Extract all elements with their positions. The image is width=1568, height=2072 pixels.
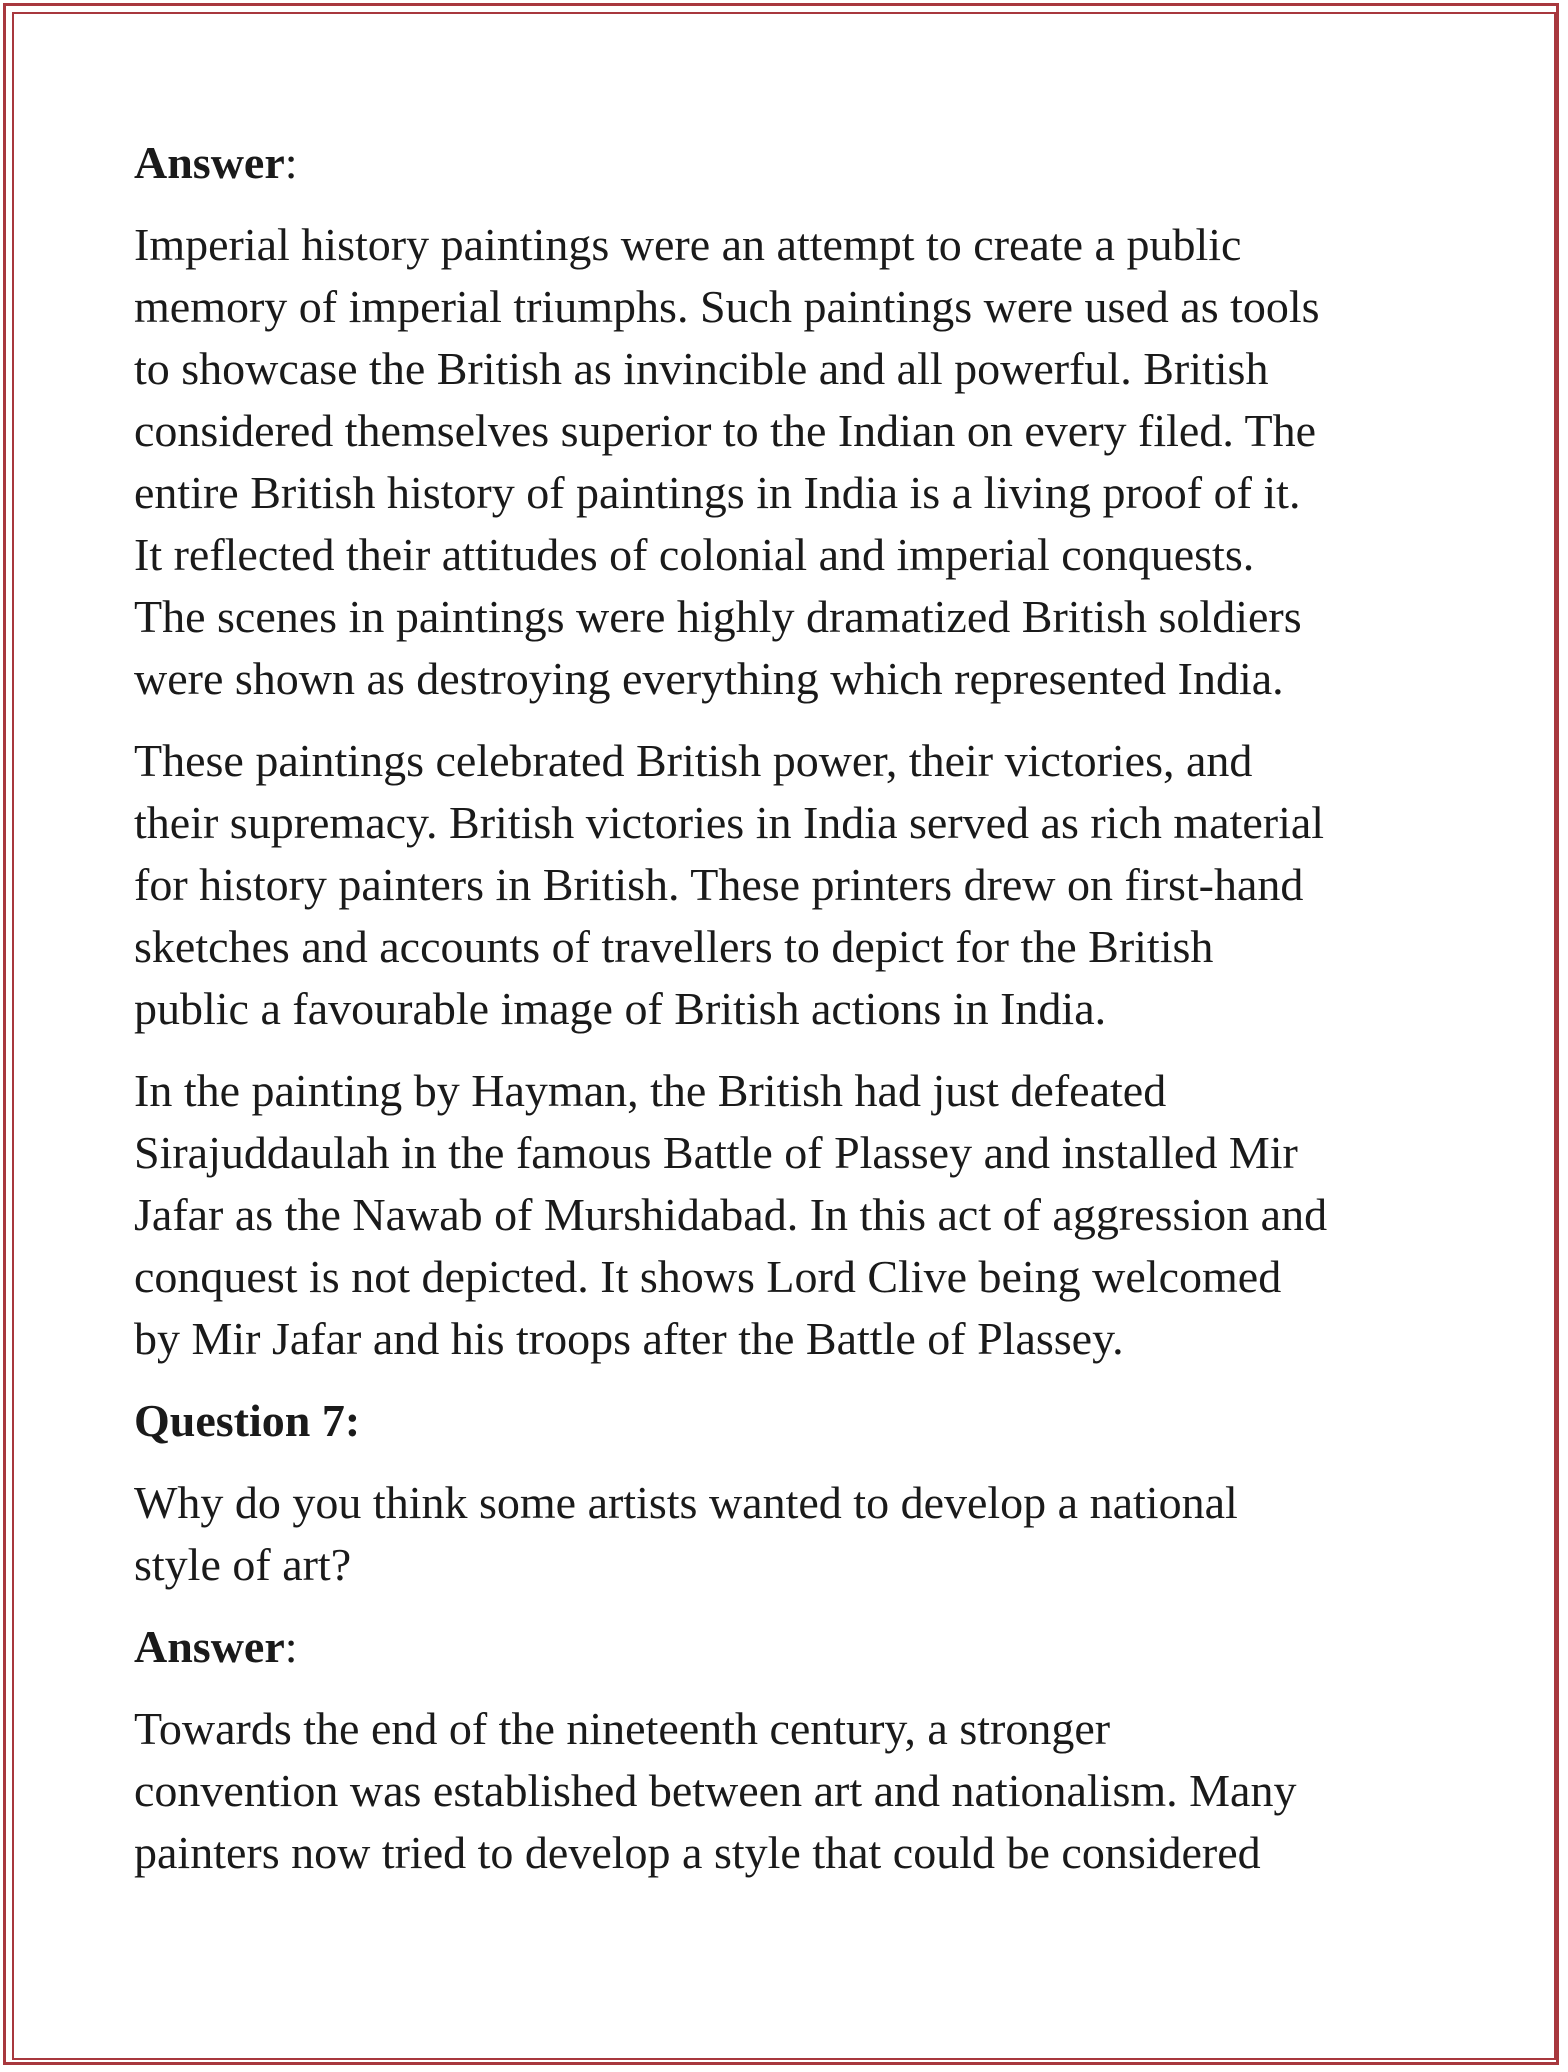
text-line: It reflected their attitudes of colonial and imperial conquests.: [134, 529, 1255, 580]
question-7-text: [134, 1472, 1454, 1596]
text-line: public a favourable image of British actions in India.: [134, 983, 1107, 1034]
answer-heading-colon: :: [284, 1621, 298, 1672]
answer-heading-colon: :: [284, 137, 298, 188]
question-7-heading: Question 7:: [134, 1395, 361, 1446]
text-line: In the painting by Hayman, the British had just defeated: [134, 1065, 1167, 1116]
text-line: entire British history of paintings in India is a living proof of it.: [134, 467, 1301, 518]
text-line: Why do you think some artists wanted to develop a national: [134, 1477, 1238, 1528]
text-line: conquest is not depicted. It shows Lord Clive being welcomed: [134, 1251, 1282, 1302]
answer-heading-2: [134, 1616, 1454, 1678]
text-line: The scenes in paintings were highly dramatized British soldiers: [134, 591, 1302, 642]
text-line: sketches and accounts of travellers to depict for the British: [134, 921, 1214, 972]
text-line: convention was established between art and nationalism. Many: [134, 1765, 1297, 1816]
text-line: considered themselves superior to the Indian on every filed. The: [134, 405, 1317, 456]
text-line: memory of imperial triumphs. Such paintings were used as tools: [134, 281, 1320, 332]
answer-paragraph-2: [134, 730, 1454, 1040]
text-line: Jafar as the Nawab of Murshidabad. In this act of aggression and: [134, 1189, 1328, 1240]
text-line: were shown as destroying everything which represented India.: [134, 653, 1284, 704]
answer-heading-label: Answer: [134, 1621, 285, 1672]
text-line: These paintings celebrated British power, their victories, and: [134, 735, 1253, 786]
text-line: Sirajuddaulah in the famous Battle of Plassey and installed Mir: [134, 1127, 1298, 1178]
text-line: for history painters in British. These printers drew on first-hand: [134, 859, 1304, 910]
text-line: by Mir Jafar and his troops after the Battle of Plassey.: [134, 1313, 1124, 1364]
text-line: style of art?: [134, 1539, 352, 1590]
text-line: painters now tried to develop a style that could be considered: [134, 1827, 1261, 1878]
answer-2-paragraph-1: [134, 1698, 1454, 1884]
text-line: to showcase the British as invincible and all powerful. British: [134, 343, 1269, 394]
answer-paragraph-3: [134, 1060, 1454, 1370]
document-body: [134, 132, 1454, 1884]
answer-heading: [134, 132, 1454, 194]
answer-paragraph-1: [134, 214, 1454, 710]
text-line: Towards the end of the nineteenth century, a stronger: [134, 1703, 1111, 1754]
text-line: their supremacy. British victories in India served as rich material: [134, 797, 1325, 848]
answer-heading-label: Answer: [134, 137, 285, 188]
text-line: Imperial history paintings were an attempt to create a public: [134, 219, 1242, 270]
